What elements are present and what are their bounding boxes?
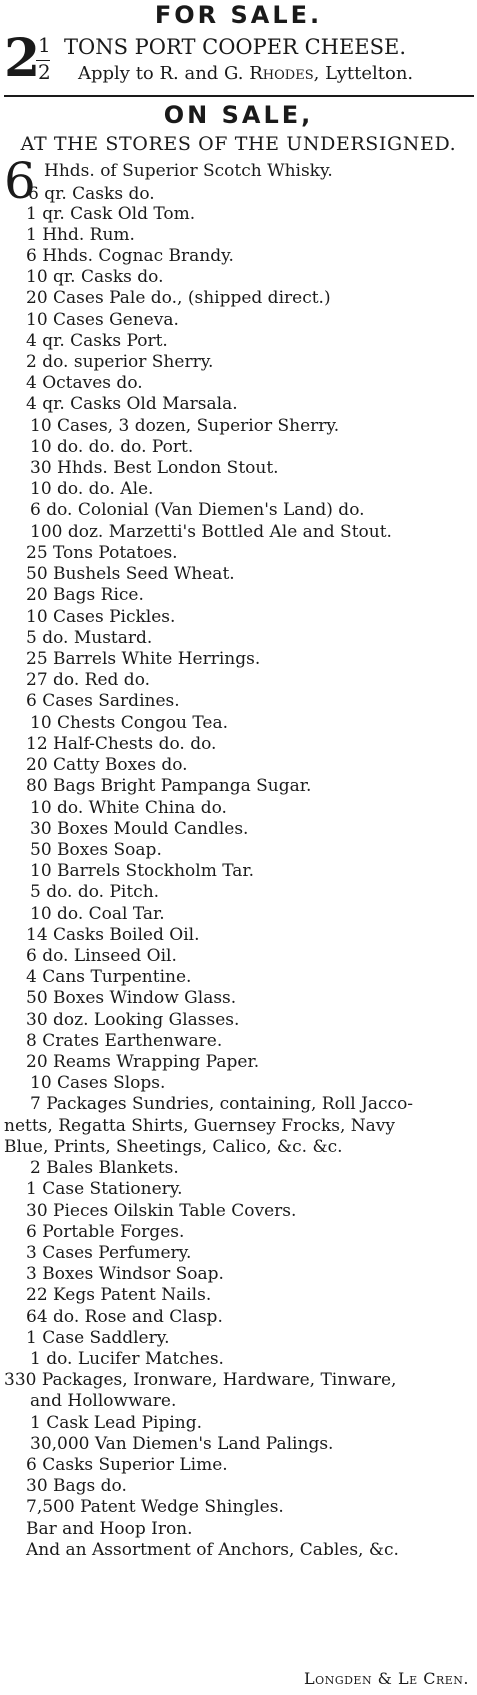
list-item: 10 Cases Slops. xyxy=(30,1073,166,1093)
list-item: Hhds. of Superior Scotch Whisky. xyxy=(44,161,333,181)
list-item: And an Assortment of Anchors, Cables, &c. xyxy=(26,1540,399,1560)
list-item: 10 qr. Casks do. xyxy=(26,267,164,287)
list-item: 5 do. do. Pitch. xyxy=(30,882,160,902)
list-item: Blue, Prints, Sheetings, Calico, &c. &c. xyxy=(4,1137,343,1157)
list-item: 3 Boxes Windsor Soap. xyxy=(26,1264,224,1284)
cheese-contact xyxy=(78,63,413,85)
list-item: 20 Cases Pale do., (shipped direct.) xyxy=(26,288,331,308)
list-item: 6 Hhds. Cognac Brandy. xyxy=(26,246,234,266)
list-item: 20 Reams Wrapping Paper. xyxy=(26,1052,260,1072)
divider-rule xyxy=(4,95,474,97)
list-item: 4 qr. Casks Port. xyxy=(26,331,168,351)
list-item: 6 do. Colonial (Van Diemen's Land) do. xyxy=(30,500,365,520)
list-item: 50 Boxes Window Glass. xyxy=(26,988,237,1008)
list-item: 50 Boxes Soap. xyxy=(30,840,162,860)
contact-name: Rhodes xyxy=(249,63,314,84)
list-item: 10 Barrels Stockholm Tar. xyxy=(30,861,255,881)
list-item: 20 Bags Rice. xyxy=(26,585,144,605)
list-item: 1 Cask Lead Piping. xyxy=(30,1413,202,1433)
list-item: 1 qr. Cask Old Tom. xyxy=(26,204,196,224)
list-item: 1 Case Stationery. xyxy=(26,1179,183,1199)
list-item: 7 Packages Sundries, containing, Roll Jacco- xyxy=(30,1094,414,1114)
list-item: 80 Bags Bright Pampanga Sugar. xyxy=(26,776,312,796)
list-item: 5 do. Mustard. xyxy=(26,628,153,648)
list-item: 330 Packages, Ironware, Hardware, Tinware, xyxy=(4,1370,397,1390)
cheese-description: TONS PORT COOPER CHEESE. xyxy=(64,35,407,59)
list-item: 64 do. Rose and Clasp. xyxy=(26,1307,223,1327)
on-sale-heading: ON SALE, xyxy=(163,101,314,129)
on-sale-subheading: AT THE STORES OF THE UNDERSIGNED. xyxy=(20,133,457,155)
list-item: 8 Crates Earthenware. xyxy=(26,1031,223,1051)
list-item: Bar and Hoop Iron. xyxy=(26,1519,193,1539)
list-item: 20 Catty Boxes do. xyxy=(26,755,188,775)
list-item: 25 Tons Potatoes. xyxy=(26,543,178,563)
list-item: 22 Kegs Patent Nails. xyxy=(26,1285,212,1305)
quantity-numerator: 1 xyxy=(38,33,51,57)
list-item: 30 Boxes Mould Candles. xyxy=(30,819,249,839)
list-item: 6 Portable Forges. xyxy=(26,1222,185,1242)
list-item: 3 Cases Perfumery. xyxy=(26,1243,192,1263)
quantity-whole: 2 xyxy=(4,28,41,89)
list-item: 14 Casks Boiled Oil. xyxy=(26,925,200,945)
list-item: 10 Cases Geneva. xyxy=(26,310,179,330)
list-item: 25 Barrels White Herrings. xyxy=(26,649,261,669)
list-item: 10 Cases, 3 dozen, Superior Sherry. xyxy=(30,416,340,436)
list-item: 30 doz. Looking Glasses. xyxy=(26,1010,240,1030)
list-item: 7,500 Patent Wedge Shingles. xyxy=(26,1497,284,1517)
contact-suffix: , Lyttelton. xyxy=(313,63,414,84)
signature: Longden & Le Cren. xyxy=(304,1669,469,1688)
list-item: 4 Cans Turpentine. xyxy=(26,967,192,987)
cheese-advertisement xyxy=(4,28,474,93)
list-item: 4 qr. Casks Old Marsala. xyxy=(26,394,238,414)
list-item: 1 do. Lucifer Matches. xyxy=(30,1349,224,1369)
list-item: 30 Hhds. Best London Stout. xyxy=(30,458,279,478)
list-item: 30 Pieces Oilskin Table Covers. xyxy=(26,1201,297,1221)
list-item: 10 do. do. do. Port. xyxy=(30,437,194,457)
list-item: 2 Bales Blankets. xyxy=(30,1158,179,1178)
list-item: 30 Bags do. xyxy=(26,1476,127,1496)
list-item: 10 Cases Pickles. xyxy=(26,607,176,627)
list-item: 6 Cases Sardines. xyxy=(26,691,180,711)
quantity-denominator: 2 xyxy=(38,60,51,84)
list-item: 10 Chests Congou Tea. xyxy=(30,713,229,733)
list-item: 27 do. Red do. xyxy=(26,670,151,690)
list-item: 10 do. White China do. xyxy=(30,798,227,818)
list-item: netts, Regatta Shirts, Guernsey Frocks, Navy xyxy=(4,1116,395,1136)
list-item: 1 Case Saddlery. xyxy=(26,1328,170,1348)
big-initial: 6 xyxy=(4,152,36,210)
list-item: 6 do. Linseed Oil. xyxy=(26,946,177,966)
list-item: 12 Half-Chests do. do. xyxy=(26,734,217,754)
list-item: 6 Casks Superior Lime. xyxy=(26,1455,228,1475)
list-item: 100 doz. Marzetti's Bottled Ale and Stout. xyxy=(30,522,392,542)
list-item: 10 do. do. Ale. xyxy=(30,479,154,499)
list-item: 30,000 Van Diemen's Land Palings. xyxy=(30,1434,334,1454)
list-item: 50 Bushels Seed Wheat. xyxy=(26,564,235,584)
list-item: 1 Hhd. Rum. xyxy=(26,225,135,245)
list-item: 4 Octaves do. xyxy=(26,373,143,393)
list-item: 6 qr. Casks do. xyxy=(28,184,155,204)
for-sale-heading: FOR SALE. xyxy=(154,1,323,29)
list-item: 10 do. Coal Tar. xyxy=(30,904,165,924)
contact-prefix: Apply to R. and G. xyxy=(78,63,244,84)
list-item: and Hollowware. xyxy=(30,1391,177,1411)
list-item: 2 do. superior Sherry. xyxy=(26,352,214,372)
